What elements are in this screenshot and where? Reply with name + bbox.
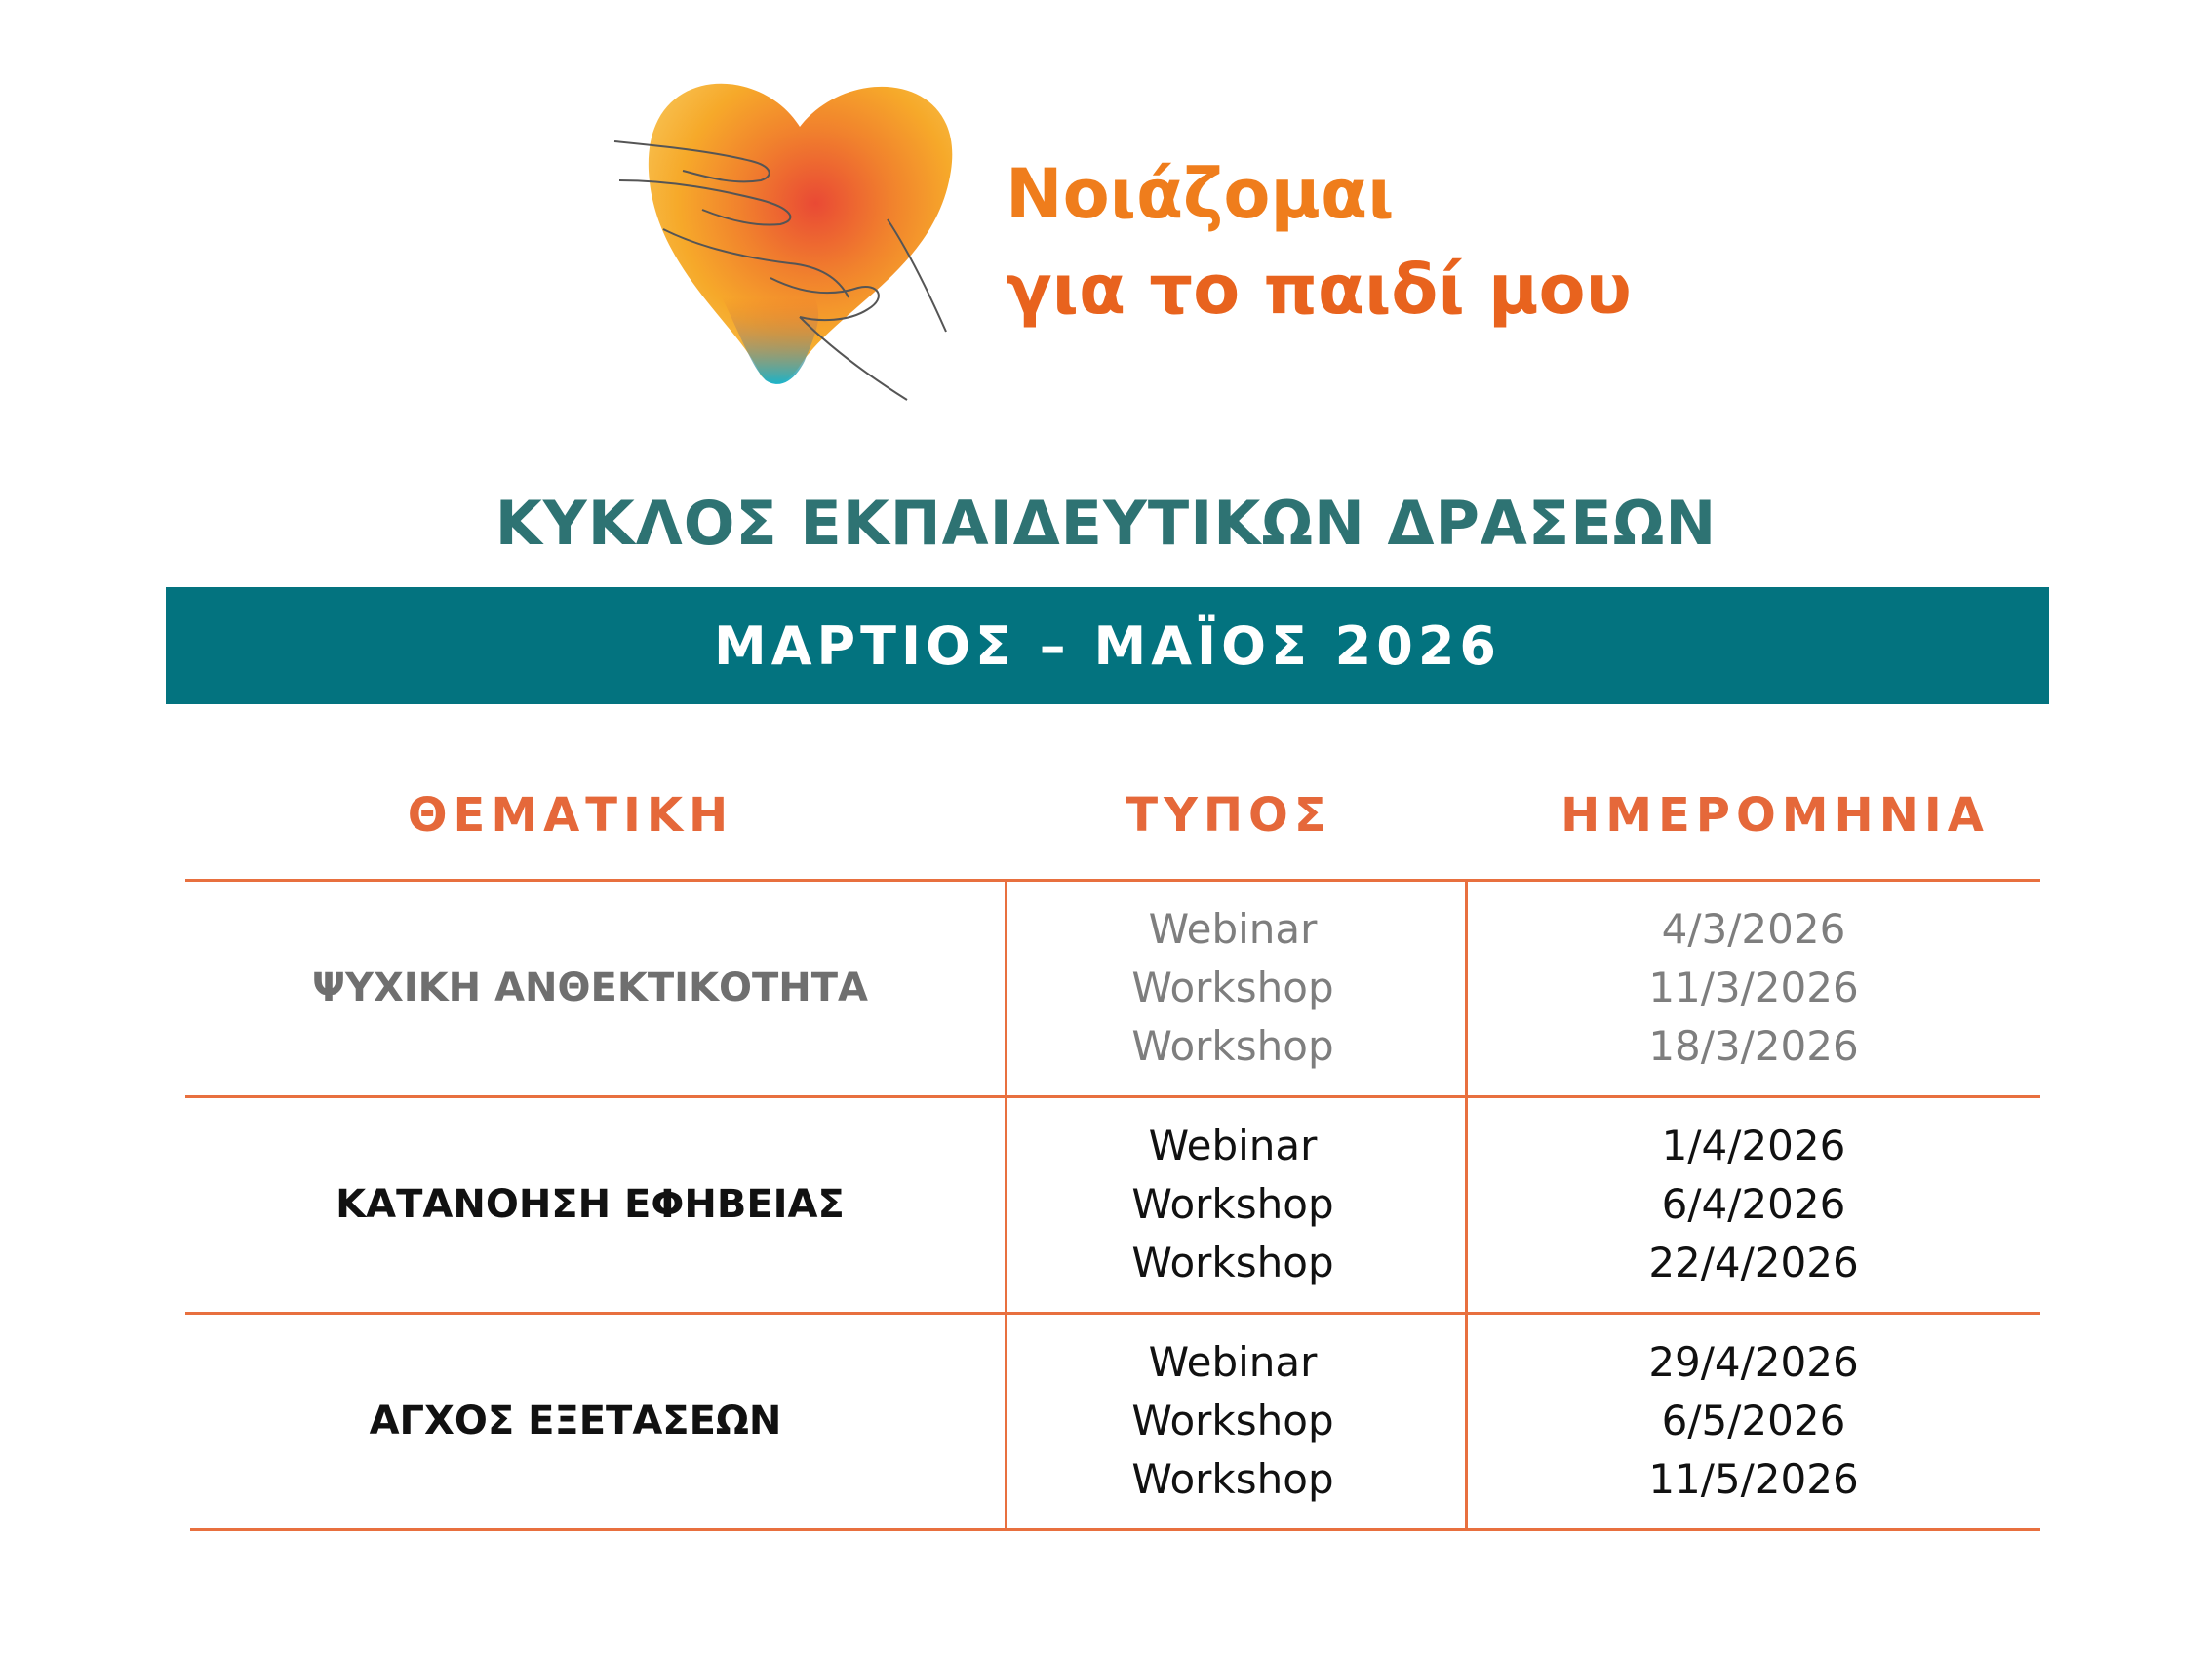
- table-divider: [190, 1528, 2040, 1531]
- date-item: 6/4/2026: [1661, 1180, 1846, 1228]
- type-item: Workshop: [1131, 1455, 1334, 1503]
- type-item: Webinar: [1148, 1338, 1318, 1386]
- type-item: Workshop: [1131, 1180, 1334, 1228]
- date-item: 11/5/2026: [1648, 1455, 1859, 1503]
- date-cell: [1466, 881, 2041, 1095]
- theme-cell: ΚΑΤΑΝΟΗΣΗ ΕΦΗΒΕΙΑΣ: [336, 1182, 845, 1227]
- type-item: Workshop: [1131, 1022, 1334, 1070]
- table-row: [185, 1314, 2038, 1528]
- type-cell: [1005, 881, 1461, 1095]
- column-header-date: ΗΜΕΡΟΜΗΝΙΑ: [1560, 788, 1990, 843]
- page-title: ΚΥΚΛΟΣ ΕΚΠΑΙΔΕΥΤΙΚΩΝ ΔΡΑΣΕΩΝ: [494, 488, 1718, 559]
- type-cell: [1005, 1314, 1461, 1528]
- table-row: [185, 1097, 2038, 1312]
- table-row: [185, 881, 2038, 1095]
- theme-cell: ΑΓΧΟΣ ΕΞΕΤΑΣΕΩΝ: [369, 1399, 782, 1443]
- logo: [605, 54, 1658, 410]
- date-item: 18/3/2026: [1648, 1022, 1859, 1070]
- date-item: 22/4/2026: [1648, 1239, 1859, 1286]
- theme-cell: ΨΥΧΙΚΗ ΑΝΘΕΚΤΙΚΟΤΗΤΑ: [312, 966, 868, 1010]
- type-item: Workshop: [1131, 1239, 1334, 1286]
- date-range-banner: [166, 587, 2049, 704]
- type-item: Webinar: [1148, 1122, 1318, 1169]
- date-cell: [1466, 1097, 2041, 1312]
- heart-hands-icon: [605, 54, 995, 410]
- logo-line-2: για το παιδί μου: [1006, 250, 1632, 330]
- banner-text: ΜΑΡΤΙΟΣ – ΜΑΪΟΣ 2026: [714, 614, 1501, 677]
- date-item: 29/4/2026: [1648, 1338, 1859, 1386]
- logo-line-1: Νοιάζομαι: [1006, 154, 1395, 234]
- logo-text: [1006, 146, 1632, 337]
- column-header-type: ΤΥΠΟΣ: [1126, 788, 1332, 843]
- type-item: Webinar: [1148, 905, 1318, 953]
- type-item: Workshop: [1131, 964, 1334, 1011]
- date-item: 6/5/2026: [1661, 1397, 1846, 1444]
- date-item: 1/4/2026: [1661, 1122, 1846, 1169]
- date-item: 4/3/2026: [1661, 905, 1846, 953]
- type-item: Workshop: [1131, 1397, 1334, 1444]
- column-header-theme: ΘΕΜΑΤΙΚΗ: [407, 788, 734, 843]
- date-item: 11/3/2026: [1648, 964, 1859, 1011]
- type-cell: [1005, 1097, 1461, 1312]
- date-cell: [1466, 1314, 2041, 1528]
